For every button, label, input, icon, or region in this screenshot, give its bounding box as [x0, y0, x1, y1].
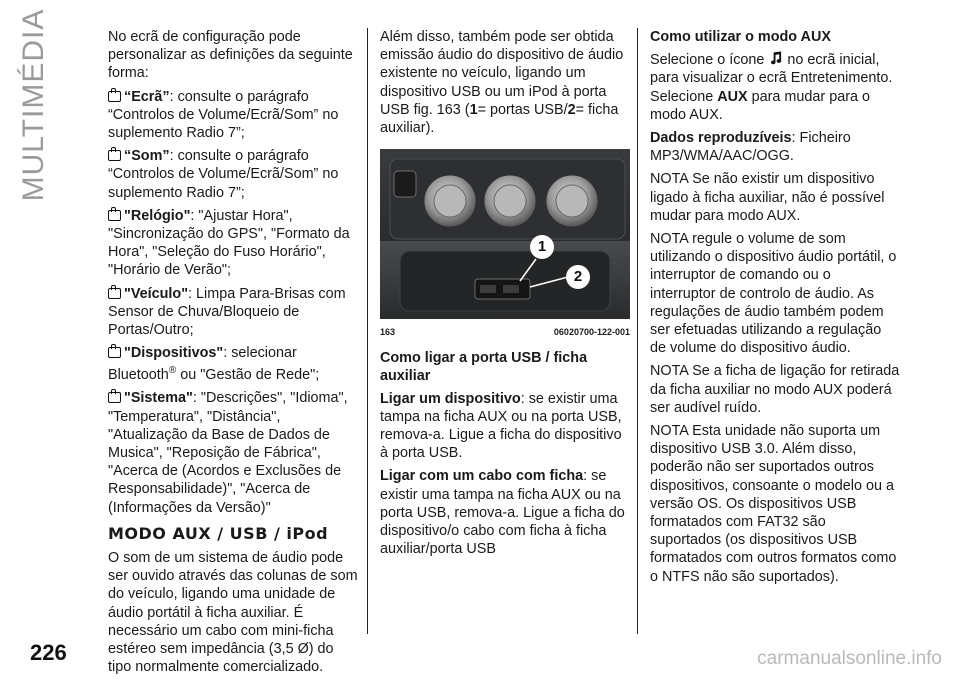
settings-bullet-icon — [108, 347, 121, 358]
playable-data-paragraph: Dados reproduzíveis: Ficheiro MP3/WMA/AAC/OGG. — [650, 130, 851, 165]
callout-2: 2 — [566, 265, 590, 289]
aux-mode-paragraph: Selecione o ícone no ecrã inicial, para visualizar o ecrã Entretenimento. Selecione AUX para mudar para o modo AUX. — [650, 52, 893, 123]
music-note-icon — [768, 50, 783, 66]
column-1 — [108, 28, 358, 682]
section-side-label — [14, 8, 54, 202]
figure-163 — [380, 149, 630, 339]
aux-mode-heading: Como utilizar o modo AUX — [650, 29, 831, 45]
note-1: NOTA Se não existir um dispositivo ligado à ficha auxiliar, não é possível mudar para modo AUX. — [650, 171, 885, 224]
aux-intro-paragraph: O som de um sistema de áudio pode ser ouvido através das colunas de som do veículo, ligando uma unidade de áudio portátil à ficha auxiliar. É necessário um cabo com mini-ficha estéreo sem impedância (3,5 Ø) do tipo normalmente comercializado. — [108, 550, 358, 676]
section-side-label-text: MULTIMÉDIA — [17, 8, 50, 202]
column-divider-2 — [637, 28, 638, 634]
note-2: NOTA regule o volume de som utilizando o dispositivo áudio portátil, o interruptor de comando ou o interruptor de controlo de áudio. As regulações de áudio também podem ser efetuadas utilizando a regulação de volume do dispositivo áudio. — [650, 231, 897, 357]
settings-item-vehicle: "Veículo": Limpa Para-Brisas com Sensor de Chuva/Bloqueio de Portas/Outro; — [108, 285, 346, 339]
connect-device-paragraph: Ligar um dispositivo: se existir uma tampa na ficha AUX ou na porta USB, remova-a. Ligue a ficha do dispositivo à porta USB. — [380, 390, 622, 462]
column-2 — [380, 28, 630, 563]
section-title-aux-usb-ipod: MODO AUX / USB / iPod — [108, 523, 329, 543]
note-3: NOTA Se a ficha de ligação for retirada da ficha auxiliar no modo AUX poderá ser audível ruído. — [650, 363, 900, 416]
usb-intro-paragraph: Além disso, também pode ser obtida emissão áudio do dispositivo de áudio existente no veículo, ligando um dispositivo USB ou um iPod à porta USB fig. 163 (1= portas USB/2= ficha auxiliar). — [380, 29, 624, 137]
usb-connect-heading: Como ligar a porta USB / ficha auxiliar — [380, 350, 588, 385]
figure-code: 06020700-122-001 — [553, 327, 630, 338]
settings-bullet-icon — [108, 91, 121, 102]
column-3 — [650, 28, 900, 591]
figure-number: 163 — [380, 327, 396, 338]
settings-item-clock: "Relógio": "Ajustar Hora", "Sincronização do GPS", "Formato da Hora", "Seleção do Fuso Horário", "Horário de Verão"; — [108, 207, 350, 279]
settings-bullet-icon — [108, 288, 121, 299]
column-divider-1 — [367, 28, 368, 634]
settings-bullet-icon — [108, 392, 121, 403]
settings-bullet-icon — [108, 210, 121, 221]
settings-item-system: "Sistema": "Descrições", "Idioma", "Temperatura", "Distância", "Atualização da Base de Dados de Musica", "Reposição de Fábrica", "Acerca de (Acordos e Exclusões de Responsabilidade)", "Acerca de (Informações da Versão)" — [108, 390, 348, 516]
settings-item-devices: "Dispositivos": selecionar Bluetooth® ou "Gestão de Rede"; — [108, 345, 320, 384]
usb-port-photo — [380, 149, 630, 319]
note-4: NOTA Esta unidade não suporta um dispositivo USB 3.0. Além disso, poderão não ser suportados outros dispositivos, consoante o modelo ou a versão OS. Os dispositivos USB formatados com FAT32 são suportados (os dispositivos USB formatados com outros formatos como o NTFS não são suportados). — [650, 423, 897, 585]
settings-item-display: “Ecrã”: consulte o parágrafo “Controlos de Volume/Ecrã/Som” no suplemento Radio 7”; — [108, 88, 339, 142]
connect-cable-paragraph: Ligar com um cabo com ficha: se existir uma tampa na ficha AUX ou na porta USB, remova-a. Ligue a ficha do dispositivo/o cabo com ficha à ficha auxiliar/porta USB — [380, 468, 625, 558]
settings-item-sound: “Som”: consulte o parágrafo “Controlos de Volume/Ecrã/Som” no suplemento Radio 7”; — [108, 148, 339, 201]
page-number: 226 — [30, 640, 67, 665]
settings-intro: No ecrã de configuração pode personalizar as definições da seguinte forma: — [108, 29, 353, 82]
watermark: carmanualsonline.info — [757, 648, 942, 669]
callout-1: 1 — [530, 235, 554, 259]
settings-bullet-icon — [108, 150, 121, 161]
